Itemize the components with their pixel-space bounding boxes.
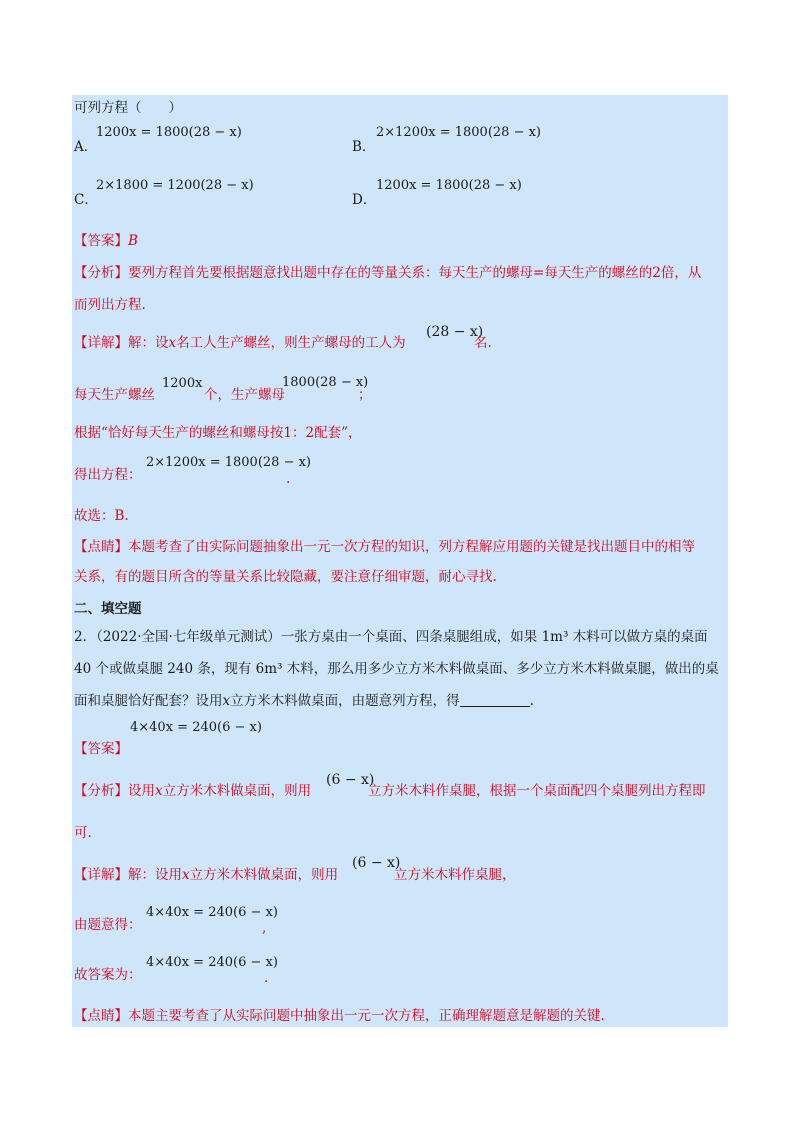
answer-value: B: [128, 233, 138, 249]
q2-detail-line1-c: 立方米木料作桌腿，: [394, 867, 516, 883]
q2-answer-tag: 【答案】: [74, 741, 128, 757]
q2-detail-equation-2: 4×40x = 240(6 − x): [146, 955, 278, 970]
q1-detail-equation: 2×1200x = 1800(28 − x): [146, 455, 311, 470]
q2-analysis-expr: (6 − x): [326, 772, 375, 788]
q1-detail-line4-c: .: [286, 471, 291, 487]
q2-analysis-line1-a: 【分析】设用x立方米木料做桌面，则用: [74, 783, 312, 799]
q1-detail-line1-end: 名.: [474, 335, 492, 351]
section-title-fill-blank: 二、填空题: [74, 601, 142, 617]
q2-detail-equation-1: 4×40x = 240(6 − x): [146, 905, 278, 920]
q1-analysis-line2: 而列出方程.: [74, 297, 146, 313]
q2-detail-expr: (6 − x): [352, 855, 401, 871]
q1-stem-tail: 可列方程（ ）: [74, 100, 182, 116]
q1-comment-line1: 【点睛】本题考查了由实际问题抽象出一元一次方程的知识，列方程解应用题的关键是找出题目中的相等: [74, 539, 695, 555]
q2-stem-line2: 40 个或做桌腿 240 条，现有 6m³ 木料，那么用多少立方米木料做桌面、多少立方米木料做桌腿，做出的桌: [74, 661, 719, 677]
q2-analysis-line1-c: 立方米木料作桌腿，根据一个桌面配四个桌腿列出方程即: [368, 783, 706, 799]
q2-detail-line2-a: 由题意得：: [74, 917, 142, 933]
q1-detail-line3: 根据“恰好每天生产的螺丝和螺母按1：2配套”，: [74, 425, 362, 441]
q1-detail-expr-1800: 1800(28 − x): [282, 375, 369, 390]
q2-detail-line3-c: .: [264, 970, 269, 986]
q1-detail-line2-c: ；: [358, 387, 372, 403]
option-a-label: A．: [74, 139, 98, 155]
option-a-equation: 1200x = 1800(28 − x): [96, 125, 242, 140]
q2-comment: 【点睛】本题主要考查了从实际问题中抽象出一元一次方程，正确理解题意是解题的关键.: [74, 1008, 605, 1024]
option-d-equation: 1200x = 1800(28 − x): [376, 178, 522, 193]
q1-detail-line4-a: 得出方程：: [74, 467, 142, 483]
q1-detail-expr-1200x: 1200x: [162, 376, 203, 391]
q1-detail-line2-b: 个，生产螺母: [204, 387, 285, 403]
option-c-equation: 2×1800 = 1200(28 − x): [96, 178, 254, 193]
content-area: [72, 95, 728, 1027]
q1-detail-expr-28-x: (28 − x): [426, 324, 484, 340]
q1-detail-line5: 故选：B.: [74, 508, 129, 524]
q2-detail-line3-a: 故答案为：: [74, 967, 142, 983]
q1-analysis-line1: 【分析】要列方程首先要根据题意找出题中存在的等量关系：每天生产的螺母=每天生产的螺丝的2倍，从: [74, 265, 702, 281]
q2-detail-line1-a: 【详解】解：设用x立方米木料做桌面，则用: [74, 867, 339, 883]
option-c-label: C．: [74, 192, 98, 208]
q1-answer: [74, 232, 138, 250]
q2-answer-equation: 4×40x = 240(6 − x): [130, 720, 262, 735]
option-b-label: B．: [352, 139, 376, 155]
q2-analysis-line2: 可.: [74, 825, 92, 841]
option-b-equation: 2×1200x = 1800(28 − x): [376, 125, 541, 140]
q2-stem-line1: 2．（2022·全国·七年级单元测试）一张方桌由一个桌面、四条桌腿组成，如果 1m³ 木料可以做方桌的桌面: [74, 629, 708, 645]
q1-comment-line2: 关系，有的题目所含的等量关系比较隐藏，要注意仔细审题，耐心寻找.: [74, 569, 497, 585]
q1-detail-line2-a: 每天生产螺丝: [74, 387, 155, 403]
q2-stem-line3: 面和桌腿恰好配套？设用x立方米木料做桌面，由题意列方程，得 .: [74, 693, 534, 709]
q1-detail-line1: 【详解】解：设x名工人生产螺丝，则生产螺母的工人为: [74, 335, 406, 351]
answer-tag: 【答案】: [74, 233, 128, 249]
option-d-label: D．: [352, 192, 377, 208]
answer-blank: [460, 694, 530, 707]
q2-detail-line2-c: ,: [262, 920, 267, 936]
